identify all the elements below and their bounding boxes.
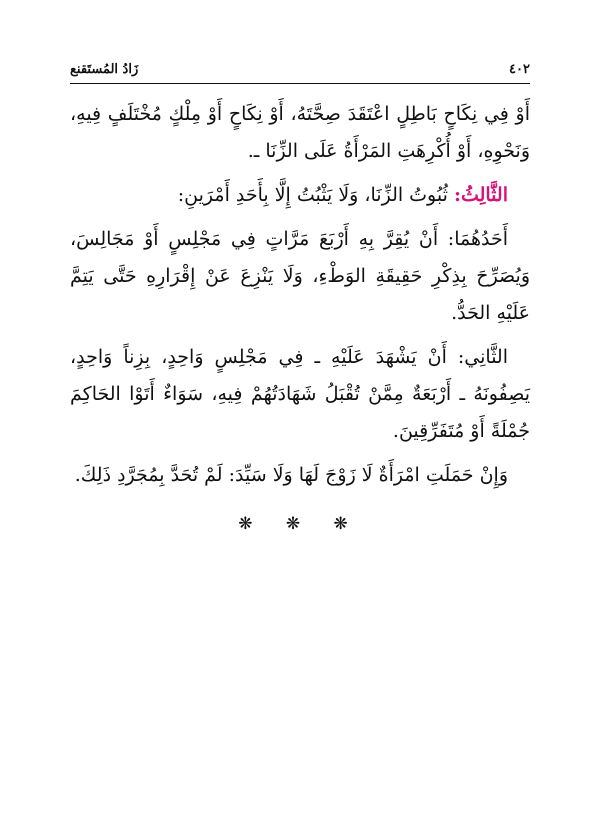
paragraph-2 bbox=[70, 177, 530, 214]
page-number: ٤٠٢ bbox=[509, 62, 530, 77]
section-label-third: الثَّالِثُ: bbox=[453, 184, 508, 206]
paragraph-3: أَحَدُهُمَا: أَنْ يُقِرَّ بِهِ أَرْبَعَ مَرَّاتٍ فِي مَجْلِسٍ أَوْ مَجَالِسَ، وَيُصَرِّحَ بِذِكْرِ حَقِيقَةِ الوَطْءِ، وَلَا يَنْزِعَ عَنْ إِقْرَارِهِ حَتَّى يَتِمَّ عَلَيْهِ الحَدُّ. bbox=[70, 228, 530, 324]
section-end-ornament: ❋ ❋ ❋ bbox=[238, 514, 362, 534]
page bbox=[70, 62, 530, 534]
paragraph-2-text: ثُبُوتُ الزِّنَا، وَلَا يَثْبُتُ إِلَّا بِأَحَدِ أَمْرَينِ: bbox=[177, 184, 454, 206]
running-header bbox=[70, 62, 530, 84]
book-title: زَادُ المُستَقنع bbox=[70, 62, 139, 77]
body-text bbox=[70, 96, 530, 494]
paragraph-5: وَإِنْ حَمَلَتِ امْرَأَةٌ لَا زَوْجَ لَهَا وَلَا سَيِّدَ: لَمْ تُحَدَّ بِمُجَرَّدِ ذَلِكَ. bbox=[74, 464, 508, 486]
paragraph-4: الثَّانِي: أَنْ يَشْهَدَ عَلَيْهِ ـ فِي مَجْلِسٍ وَاحِدٍ، بِزِناً وَاحِدٍ، يَصِفُونَهُ ـ أَرْبَعَةٌ مِمَّنْ تُقْبَلُ شَهَادَتُهُمْ فِيهِ، سَوَاءٌ أَتَوْا الحَاكِمَ جُمْلَةً أَوْ مُتَفَرِّقِينَ. bbox=[70, 346, 530, 442]
paragraph-1: أَوْ فِي نِكَاحٍ بَاطِلٍ اعْتَقَدَ صِحَّتَهُ، أَوْ نِكَاحٍ أَوْ مِلْكٍ مُخْتَلَفٍ فِيهِ، وَنَحْوِهِ، أَوْ أُكْرِهَتِ المَرْأَةُ عَلَى الزِّنَا ـ. bbox=[70, 103, 530, 162]
